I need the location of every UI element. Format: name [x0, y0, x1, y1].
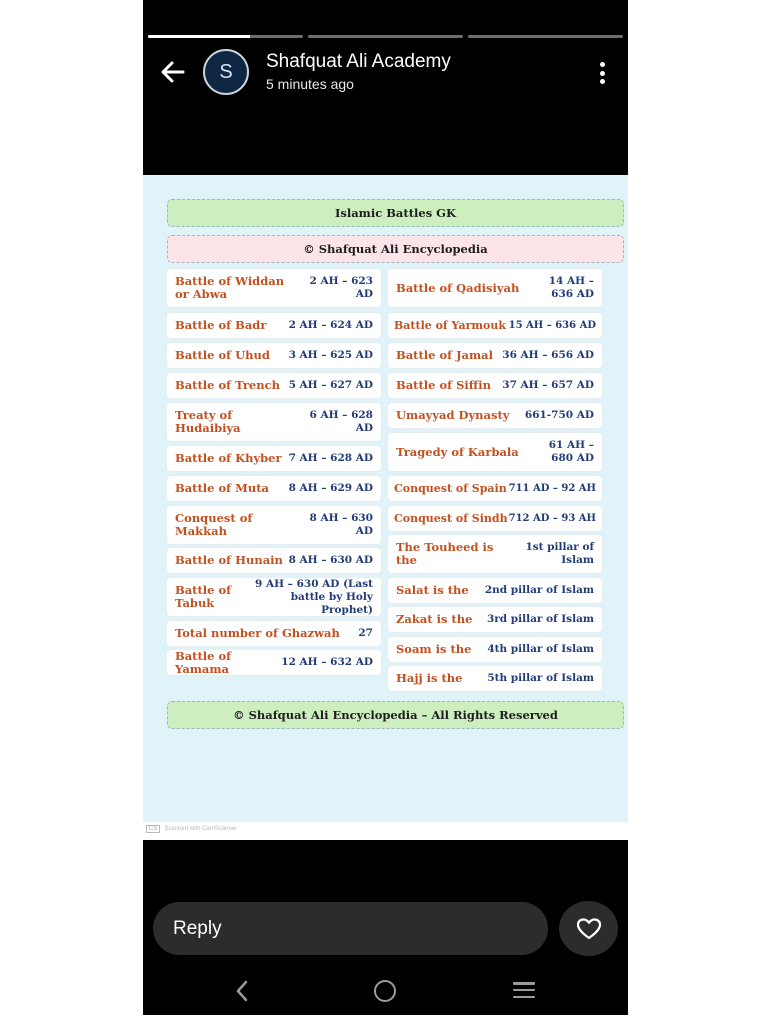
list-item: Battle of Badr 2 AH – 624 AD — [167, 313, 381, 338]
poster-copyright: © Shafquat Ali Encyclopedia — [167, 235, 624, 263]
heart-icon — [576, 917, 602, 941]
list-item: Salat is the 2nd pillar of Islam — [388, 578, 602, 603]
list-item: Battle of Yamama 12 AH – 632 AD — [167, 650, 381, 675]
list-item: The Touheed is the 1st pillar of Islam — [388, 535, 602, 573]
list-item: Zakat is the 3rd pillar of Islam — [388, 607, 602, 632]
progress-segment — [468, 35, 623, 38]
more-options-icon[interactable] — [598, 62, 606, 84]
back-arrow-icon[interactable] — [159, 58, 187, 86]
list-item: Conquest of Spain 711 AD – 92 AH — [388, 476, 602, 501]
story-header — [143, 48, 628, 96]
list-item: Conquest of Sindh 712 AD – 93 AH — [388, 506, 602, 531]
list-item: Treaty of Hudaibiya 6 AH – 628 AD — [167, 403, 381, 441]
list-item: Conquest of Makkah 8 AH – 630 AD — [167, 506, 381, 544]
list-item: Soam is the 4th pillar of Islam — [388, 637, 602, 662]
nav-back-icon[interactable] — [235, 980, 249, 1006]
list-item: Battle of Hunain 8 AH – 630 AD — [167, 548, 381, 573]
list-item: Tragedy of Karbala 61 AH – 680 AD — [388, 433, 602, 471]
list-item: Battle of Qadisiyah 14 AH – 636 AD — [388, 269, 602, 307]
reply-input[interactable]: Reply — [153, 902, 548, 955]
list-item: Battle of Widdan or Abwa 2 AH – 623 AD — [167, 269, 381, 307]
story-progress — [148, 35, 623, 38]
list-item: Battle of Khyber 7 AH – 628 AD — [167, 446, 381, 471]
scan-strip — [143, 822, 628, 840]
list-item: Battle of Uhud 3 AH – 625 AD — [167, 343, 381, 368]
camscanner-watermark: CS Scanned with CamScanner — [146, 825, 237, 833]
list-item: Umayyad Dynasty 661-750 AD — [388, 403, 602, 428]
nav-home-icon[interactable] — [374, 980, 396, 1002]
progress-segment — [148, 35, 303, 38]
progress-segment — [308, 35, 463, 38]
poster-footer: © Shafquat Ali Encyclopedia – All Rights Reserved — [167, 701, 624, 729]
list-item: Battle of Muta 8 AH – 629 AD — [167, 476, 381, 501]
list-item: Battle of Trench 5 AH – 627 AD — [167, 373, 381, 398]
system-nav-bar — [143, 975, 628, 1005]
poster-title: Islamic Battles GK — [167, 199, 624, 227]
nav-recents-icon[interactable] — [513, 982, 535, 998]
list-item: Battle of Jamal 36 AH – 656 AD — [388, 343, 602, 368]
list-item: Hajj is the 5th pillar of Islam — [388, 666, 602, 691]
story-viewer — [143, 0, 628, 1015]
story-image — [143, 175, 628, 822]
avatar[interactable]: S — [203, 49, 249, 95]
post-time: 5 minutes ago — [266, 76, 354, 92]
list-item: Battle of Tabuk 9 AH – 630 AD (Last battle by Holy Prophet) — [167, 578, 381, 616]
channel-name[interactable]: Shafquat Ali Academy — [266, 51, 451, 72]
like-button[interactable] — [559, 901, 618, 956]
list-item: Battle of Yarmouk 15 AH – 636 AD — [388, 313, 602, 338]
list-item: Battle of Siffin 37 AH – 657 AD — [388, 373, 602, 398]
list-item: Total number of Ghazwah 27 — [167, 621, 381, 646]
